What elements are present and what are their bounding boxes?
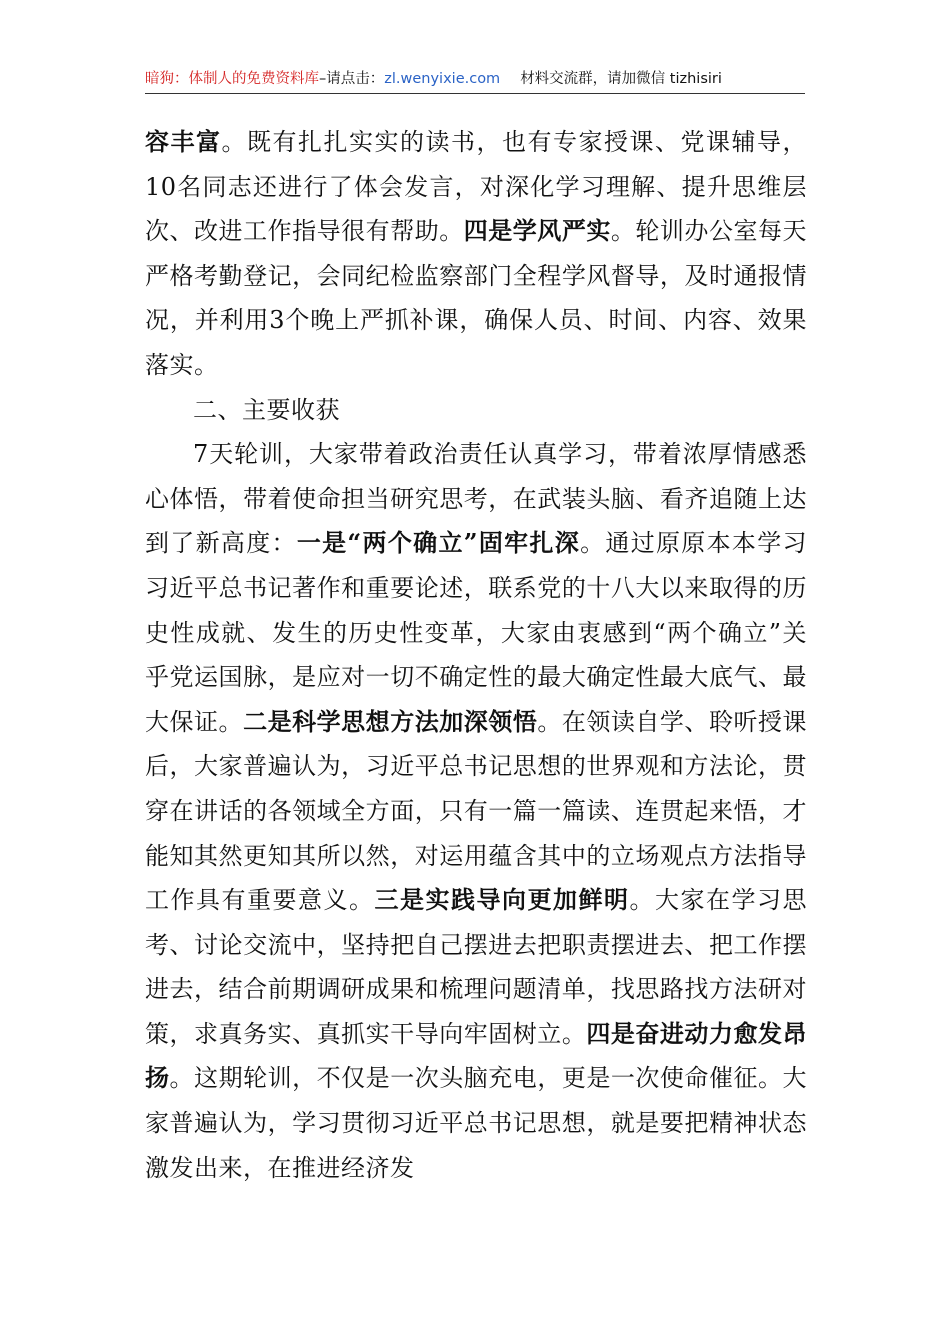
header-brand: 暗狗：体制人的免费资料库: [145, 71, 319, 87]
paragraph-text: 。通过原原本本学习习近平总书记著作和重要论述，联系党的十八大以来取得的历史性成就、发生的历史性变革，大家由衷感到“两个确立”关乎党运国脉，是应对一切不确定性的最大确定性最大底气、最大保证。: [145, 529, 808, 736]
header-click-label: –请点击：: [319, 71, 385, 87]
paragraph-text: 。这期轮训，不仅是一次头脑充电，更是一次使命催征。大家普遍认为，学习贯彻习近平总书记思想，就是要把精神状态激发出来，在推进经济发: [145, 1064, 808, 1182]
paragraph-2: [145, 432, 807, 1190]
paragraph-text: 。在领读自学、聆听授课后，大家普遍认为，习近平总书记思想的世界观和方法论，贯穿在讲话的各领域全方面，只有一篇一篇读、连贯起来悟，才能知其然更知其所以然，对运用蕴含其中的立场观点方法指导工作具有重要意义。: [145, 707, 808, 915]
header-url-link[interactable]: zl.wenyixie.com: [384, 71, 501, 87]
bold-phrase: 三是实践导向更加鲜明: [374, 885, 630, 915]
bold-phrase: 容丰富: [145, 127, 222, 156]
header-group-text: 材料交流群，请加微信 tizhisiri: [520, 71, 722, 87]
bold-phrase: 二是科学思想方法加深领悟: [243, 706, 538, 736]
document-body: [145, 120, 807, 1190]
paragraph-text: 。既有扎扎实实的读书，也有专家授课、党课辅导，10名同志还进行了体会发言，对深化学习理解、提升思维层次、改进工作指导很有帮助。: [145, 128, 807, 246]
paragraph-1: [145, 120, 807, 388]
paragraph-text: 。轮训办公室每天严格考勤登记，会同纪检监察部门全程学风督导，及时通报情况，并利用3个晚上严抓补课，确保人员、时间、内容、效果落实。: [145, 217, 808, 379]
page-header: [145, 68, 805, 90]
bold-phrase: 一是“两个确立”固牢扎深: [296, 528, 581, 558]
header-divider: [145, 93, 805, 94]
bold-phrase: 四是奋进动力愈发昂扬: [145, 1018, 808, 1093]
bold-phrase: 四是学风严实: [463, 216, 611, 246]
section-heading: 二、主要收获: [193, 395, 340, 424]
paragraph-text: 。大家在学习思考、讨论交流中，坚持把自己摆进去把职责摆进去、把工作摆进去，结合前期调研成果和梳理问题清单，找思路找方法研对策，求真务实、真抓实干导向牢固树立。: [145, 886, 807, 1048]
paragraph-text: 7天轮训，大家带着政治责任认真学习，带着浓厚情感悉心体悟，带着使命担当研究思考，在武装头脑、看齐追随上达到了新高度：: [145, 440, 807, 558]
